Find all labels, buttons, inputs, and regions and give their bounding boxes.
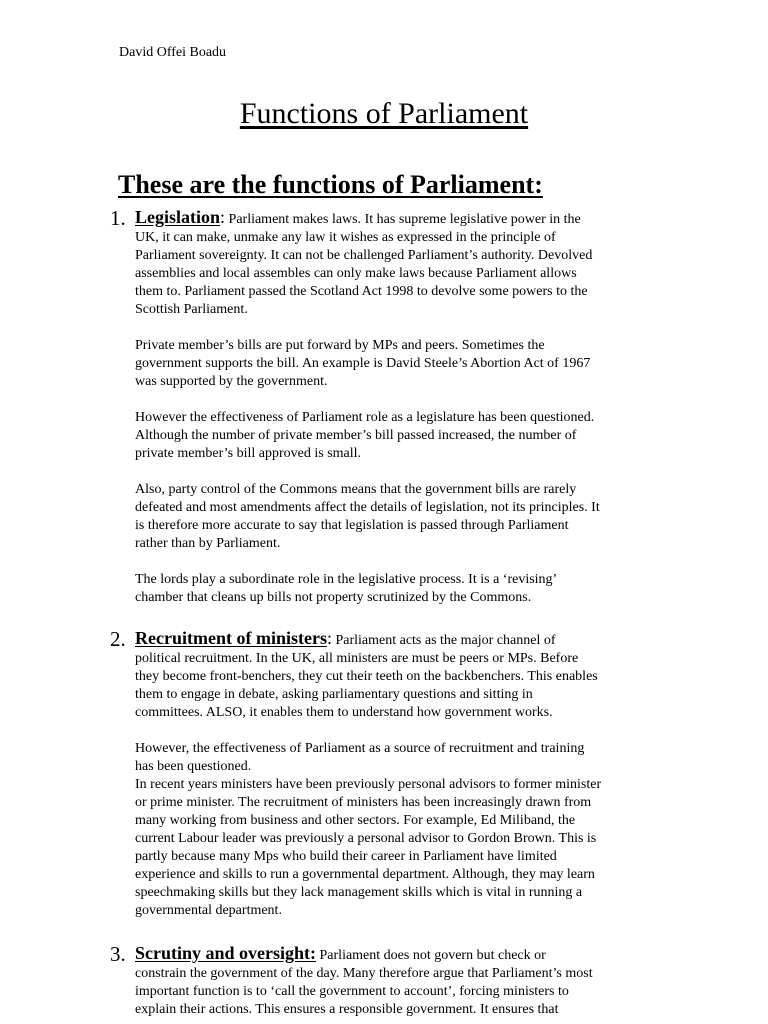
text-line: experience and skills to run a governmental department. Although, they may learn [135,867,595,882]
section-first-line: Scrutiny and oversight: Parliament does not govern but check or [135,943,546,963]
text-line: them to engage in debate, asking parliamentary questions and sitting in [135,687,533,702]
text-line: rather than by Parliament. [135,536,281,551]
author-name: David Offei Boadu [119,45,227,60]
section-number: 1. [110,206,126,230]
section-heading: Recruitment of ministers [135,628,327,648]
text-line: chamber that cleans up bills not property scrutinized by the Commons. [135,590,532,605]
intro-heading: These are the functions of Parliament: [118,170,543,199]
text-line: many working from business and other sectors. For example, Ed Miliband, the [135,813,576,828]
text-line: current Labour leader was previously a personal advisor to Gordon Brown. This is [135,831,597,846]
text-line: explain their actions. This ensures a responsible government. It ensures that [135,1002,559,1017]
section-heading: Scrutiny and oversight: [135,943,317,963]
section-first-line: Legislation: Parliament makes laws. It has supreme legislative power in the [135,207,581,227]
text-line: or prime minister. The recruitment of ministers has been increasingly drawn from [135,795,592,810]
text-line: Although the number of private member’s bill passed increased, the number of [135,428,577,443]
text-line: committees. ALSO, it enables them to understand how government works. [135,705,553,720]
section-body [135,629,655,920]
text-line: However, the effectiveness of Parliament as a source of recruitment and training [135,741,585,756]
section-heading: Legislation [135,207,221,227]
text-line: However the effectiveness of Parliament role as a legislature has been questioned. [135,410,595,425]
text-line: constrain the government of the day. Many therefore argue that Parliament’s most [135,966,593,981]
section-number: 3. [110,942,126,966]
page-title: Functions of Parliament [239,97,529,130]
text-line: has been questioned. [135,759,252,774]
text-line: is therefore more accurate to say that legislation is passed through Parliament [135,518,569,533]
text-line: Private member’s bills are put forward by MPs and peers. Sometimes the [135,338,545,353]
section-body [135,208,655,607]
text-line: The lords play a subordinate role in the legislative process. It is a ‘revising’ [135,572,558,587]
text-line: them to. Parliament passed the Scotland Act 1998 to devolve some powers to the [135,284,588,299]
text-line: UK, it can make, unmake any law it wishes as expressed in the principle of [135,230,556,245]
section-first-line: Recruitment of ministers: Parliament acts as the major channel of [135,628,556,648]
text-line: In recent years ministers have been previously personal advisors to former minister [135,777,602,792]
text-line: Also, party control of the Commons means that the government bills are rarely [135,482,577,497]
text-line: speechmaking skills but they lack management skills which is vital in running a [135,885,583,900]
text-line: government supports the bill. An example is David Steele’s Abortion Act of 1967 [135,356,591,371]
text-line: they become front-benchers, they cut their teeth on the backbenchers. This enables [135,669,598,684]
text-line: private member’s bill approved is small. [135,446,362,461]
text-line: Parliament sovereignty. It can not be challenged Parliament’s authority. Devolved [135,248,593,263]
text-line: defeated and most amendments affect the details of legislation, not its principles. It [135,500,600,515]
section-number: 2. [110,627,126,651]
text-line: Scottish Parliament. [135,302,248,317]
text-line: political recruitment. In the UK, all ministers are must be peers or MPs. Before [135,651,579,666]
text-line: was supported by the government. [135,374,328,389]
text-line: important function is to ‘call the government to account’, forcing ministers to [135,984,569,999]
text-line: assemblies and local assembles can only make laws because Parliament allows [135,266,577,281]
text-line: governmental department. [135,903,282,918]
section-body [135,944,655,1019]
text-line: partly because many Mps who build their career in Parliament have limited [135,849,557,864]
